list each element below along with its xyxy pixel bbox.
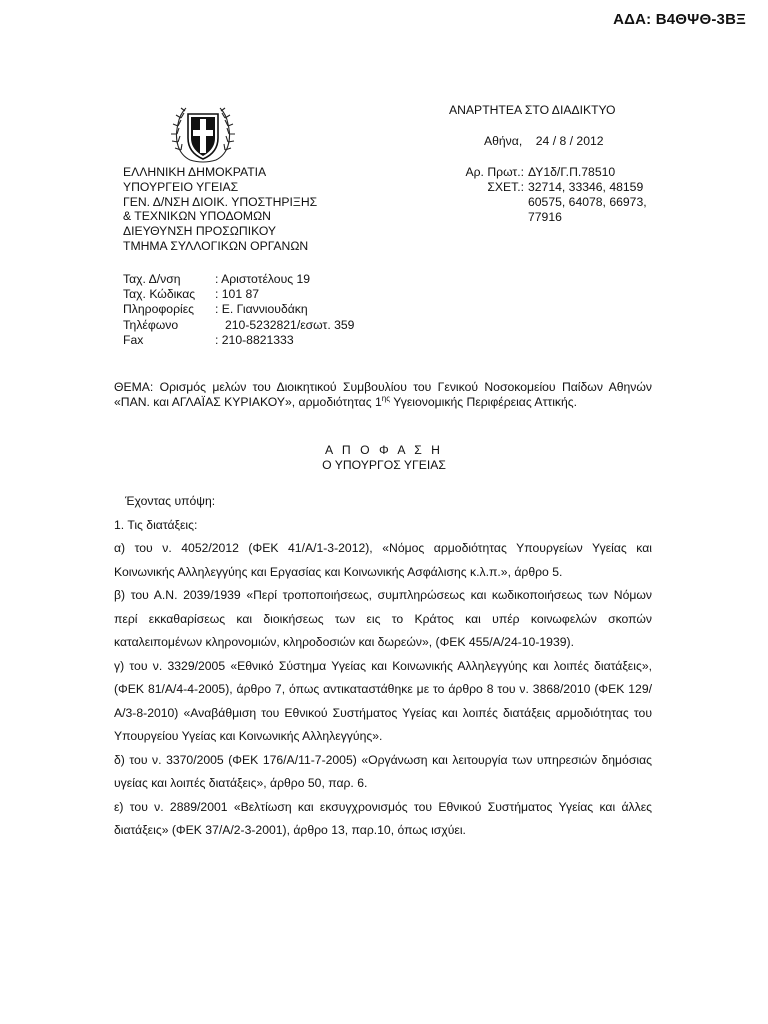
body-item-1: 1. Τις διατάξεις: bbox=[114, 517, 198, 532]
authority-line: ΕΛΛΗΝΙΚΗ ΔΗΜΟΚΡΑΤΙΑ bbox=[123, 165, 267, 179]
provision-e: ε) του ν. 2889/2001 «Βελτίωση και εκσυγχρονισμός του Εθνικού Συστήματος Υγείας και άλλες διατάξεις» (ΦΕΚ 37/Α/2-3-2001), άρθρο 13, παρ.10, όπως ισχύει. bbox=[114, 799, 652, 837]
greek-coat-of-arms-icon bbox=[160, 100, 246, 166]
provision-d: δ) του ν. 3370/2005 (ΦΕΚ 176/Α/11-7-2005) «Οργάνωση και λειτουργία των υπηρεσιών δημόσιας υγείας και λοιπές διατάξεις», άρθρο 50, παρ. 6. bbox=[114, 752, 652, 790]
related-refs-line: 60575, 64078, 66973, bbox=[528, 195, 647, 209]
contact-row: Πληροφορίες : Ε. Γιαννιουδάκη bbox=[123, 302, 308, 317]
authority-line: ΤΜΗΜΑ ΣΥΛΛΟΓΙΚΩΝ ΟΡΓΑΝΩΝ bbox=[123, 238, 309, 253]
related-label: ΣΧΕΤ.: bbox=[487, 180, 524, 194]
authority-line: ΥΠΟΥΡΓΕΙΟ ΥΓΕΙΑΣ bbox=[123, 179, 239, 194]
ordinal-superscript: ης bbox=[381, 394, 391, 404]
post-online-notice: ΑΝΑΡΤΗΤΕΑ ΣΤΟ ΔΙΑΔΙΚΤΥΟ bbox=[449, 103, 616, 117]
city: Αθήνα, bbox=[484, 134, 523, 148]
reference-numbers bbox=[452, 165, 678, 225]
protocol-label: Αρ. Πρωτ.: bbox=[465, 165, 524, 179]
protocol-number: ΔΥ1δ/Γ.Π.78510 bbox=[528, 165, 616, 179]
contact-row: Τηλέφωνο 210-5232821/εσωτ. 359 bbox=[123, 317, 355, 332]
authority-line: ΓΕΝ. Δ/ΝΣΗ ΔΙΟΙΚ. ΥΠΟΣΤΗΡΙΞΗΣ bbox=[123, 194, 318, 209]
contact-row: Ταχ. Κώδικας : 101 87 bbox=[123, 287, 260, 302]
provision-b: β) του Α.Ν. 2039/1939 «Περί τροποποιήσεως, συμπληρώσεως και κωδικοποιήσεως των Νόμων περί εκκαθαρίσεως και διοικήσεως των εις το Κράτος και υπέρ κοινωφελών σκοπών καταλειπομένων κληρονομιών, κληροδοσιών και δωρεών», (ΦΕΚ 455/Α/24-10-1939). bbox=[114, 588, 652, 649]
provision-a: α) του ν. 4052/2012 (ΦΕΚ 41/Α/1-3-2012), «Νόμος αρμοδιότητας Υπουργείων Υγείας και Κοινωνικής Αλληλεγγύης και Εργασίας και Κοινωνικής Ασφάλισης κ.λ.π.», άρθρο 5. bbox=[114, 541, 652, 579]
authority-line: ΔΙΕΥΘΥΝΣΗ ΠΡΟΣΩΠΙΚΟΥ bbox=[123, 224, 277, 239]
date: 24 / 8 / 2012 bbox=[535, 134, 604, 148]
contact-row: Fax : 210-8821333 bbox=[123, 332, 294, 347]
decision-heading bbox=[0, 443, 768, 474]
ada-code: ΑΔΑ: Β4ΘΨΘ-3ΒΞ bbox=[613, 11, 746, 28]
decision-title: Α Π Ο Φ Α Σ Η bbox=[325, 443, 443, 457]
related-refs-line: 32714, 33346, 48159 bbox=[528, 180, 644, 194]
body-intro: Έχοντας υπόψη: bbox=[125, 494, 216, 508]
contact-row: Ταχ. Δ/νση : Αριστοτέλους 19 bbox=[123, 272, 311, 286]
decision-subtitle: Ο ΥΠΟΥΡΓΟΣ ΥΓΕΙΑΣ bbox=[322, 458, 446, 473]
related-refs-line: 77916 bbox=[528, 210, 562, 224]
document-body bbox=[114, 490, 652, 843]
authority-line: & ΤΕΧΝΙΚΩΝ ΥΠΟΔΟΜΩΝ bbox=[123, 209, 271, 224]
contact-details bbox=[123, 272, 354, 348]
issuing-authority bbox=[123, 165, 317, 254]
subject-paragraph: ΘΕΜΑ: Ορισμός μελών του Διοικητικού Συμβουλίου του Γενικού Νοσοκομείου Παίδων Αθηνών «ΠΑΝ. και ΑΓΛΑΪΑΣ ΚΥΡΙΑΚΟΥ», αρμοδιότητας $1^{\eta\varsigma}$ Υγειονομικής Περιφέρειας Αττικής. bbox=[114, 380, 652, 410]
dateline bbox=[484, 134, 604, 148]
provision-c: γ) του ν. 3329/2005 «Εθνικό Σύστημα Υγείας και Κοινωνικής Αλληλεγγύης και λοιπές διατάξεις», (ΦΕΚ 81/Α/4-4-2005), άρθρο 7, όπως αντικαταστάθηκε με το άρθρο 8 του ν. 3868/2010 (ΦΕΚ 129/Α/3-8-2010) «Αναβάθμιση του Εθνικού Συστήματος Υγείας και λοιπές διατάξεις αρμοδιότητας του Υπουργείου Υγείας και Κοινωνικής Αλληλεγγύης». bbox=[114, 658, 652, 743]
